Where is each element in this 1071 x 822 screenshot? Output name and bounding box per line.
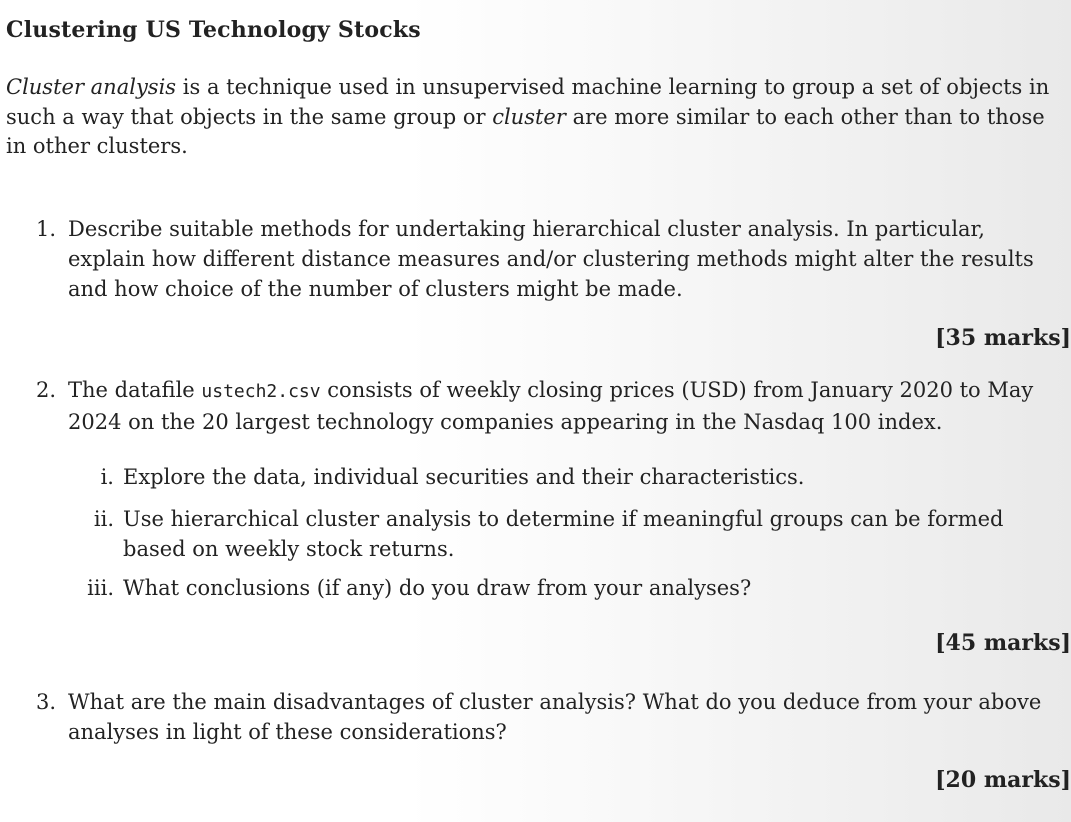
question-2-number: 2. xyxy=(36,378,57,402)
question-2-text-after: consists of weekly closing prices (USD) from January 2020 to May 2024 on the 20 largest technology companies appearing in the Nasdaq 100 index. xyxy=(68,378,1034,434)
page-title: Clustering US Technology Stocks xyxy=(6,17,421,43)
question-2-text-before: The datafile xyxy=(68,378,202,402)
question-1-number: 1. xyxy=(36,217,57,241)
subpart-iii-number: iii. xyxy=(87,576,114,600)
subpart-ii-text: Use hierarchical cluster analysis to determine if meaningful groups can be formed based on weekly stock returns. xyxy=(123,507,1004,561)
subpart-iii-text: What conclusions (if any) do you draw from your analyses? xyxy=(123,576,752,600)
question-1-text: Describe suitable methods for undertaking hierarchical cluster analysis. In particular, explain how different distance measures and/or clustering methods might alter the results and how choice of the number of clusters might be made. xyxy=(68,217,1034,301)
intro-term-cluster-analysis: Cluster analysis xyxy=(6,75,177,99)
intro-paragraph xyxy=(6,73,1066,162)
intro-text-part1: is a technique used in unsupervised machine learning to group a set of objects in such a way that objects in the same group or xyxy=(6,75,1050,129)
subpart-i-number: i. xyxy=(100,465,114,489)
question-3-number: 3. xyxy=(36,690,57,714)
question-2-marks: [45 marks] xyxy=(935,630,1071,656)
subpart-ii-number: ii. xyxy=(93,507,114,531)
question-3-marks: [20 marks] xyxy=(935,767,1071,793)
datafile-name: ustech2.csv xyxy=(201,381,321,402)
question-3-text: What are the main disadvantages of cluster analysis? What do you deduce from your above analyses in light of these considerations? xyxy=(68,690,1042,744)
intro-text-part2: are more similar to each other than to those in other clusters. xyxy=(6,104,1045,158)
question-2-text xyxy=(68,375,1066,437)
question-1-marks: [35 marks] xyxy=(935,325,1071,351)
subpart-i-text: Explore the data, individual securities and their characteristics. xyxy=(123,465,805,489)
intro-term-cluster: cluster xyxy=(492,104,566,129)
